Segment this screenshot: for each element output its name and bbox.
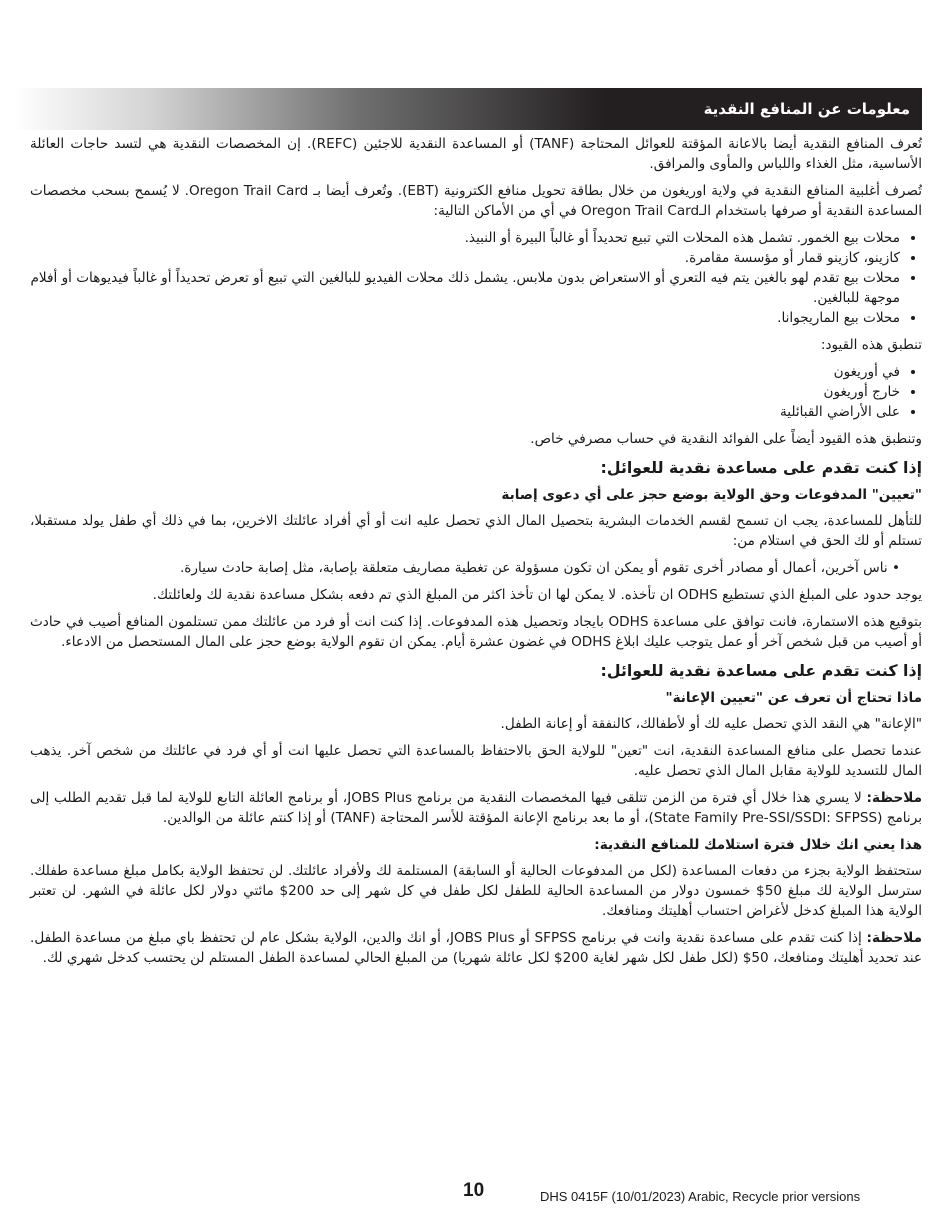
- locations-list: [30, 362, 922, 422]
- restricted-places-list: [30, 228, 922, 328]
- list-item: • محلات بيع الخمور. تشمل هذه المحلات التي تبيع تحديداً أو غالباً البيرة أو النبيذ.: [30, 228, 900, 248]
- list-item: • في أوريغون: [30, 362, 900, 382]
- section-2-note-1: [30, 788, 922, 828]
- note-text: لا يسري هذا خلال أي فترة من الزمن تتلقى فيها المخصصات النقدية من برنامج JOBS Plus، أو برنامج العائلة التابع للولاية لما قبل تقديم الطلب إلى برنامج (State Family Pre-SSI/SSDI: SFPSS)، أو ما بعد برنامج الإعانة المؤقتة للأسر المحتاجة (TANF) أو إذا كنتم عائلة من الوالدين.: [30, 790, 922, 826]
- section-banner: [14, 88, 922, 130]
- section-2-paragraph-1: "الإعانة" هي النقد الذي تحصل عليه لك أو لأطفالك، كالنفقة أو إعانة الطفل.: [500, 716, 922, 732]
- note-text: إذا كنت تقدم على مساعدة نقدية وانت في برنامج SFPSS أو JOBS Plus، أو انك والدين، الولاية بشكل عام لن تحتفظ باي مبلغ من مساعدة الطفل. عند تحديد أهليتك ومنافعك، 50$ (لكل طفل لكل شهر لغاية 200$ لكل عائلة شهريا) من المبلغ الحالي لمساعدة الطفل المستلم لن يحتسب كدخل شهري لك.: [30, 930, 922, 966]
- note-label: ملاحظة:: [866, 930, 923, 946]
- section-1-paragraph-1: للتأهل للمساعدة، يجب ان تسمح لقسم الخدمات البشرية بتحصيل المال الذي تحصل عليه انت أو أي أفراد عائلتك الاخرين، بما في ذلك أي طفل يولد مستقبلا، تستلم أو لك الحق في استلام من:: [30, 513, 922, 549]
- list-item: • على الأراضي القبائلية: [30, 402, 900, 422]
- list-item: • محلات بيع الماريجوانا.: [30, 308, 900, 328]
- section-1-paragraph-2: يوجد حدود على المبلغ الذي تستطيع ODHS ان تأخذه. لا يمكن لها ان تأخذ اكثر من المبلغ الذي تم دفعه بشكل مساعدة نقدية لك ولعائلتك.: [152, 587, 922, 603]
- private-account-note: وتنطبق هذه القيود أيضاً على الفوائد النقدية في حساب مصرفي خاص.: [530, 431, 922, 447]
- page-content: [30, 88, 922, 975]
- section-2-paragraph-3: ستحتفظ الولاية بجزء من دفعات المساعدة (لكل من المدفوعات الحالية أو السابقة) المستلمة لك ولأفراد عائلتك. لن تحتفظ الولاية بكامل مبلغ مساعدة طفلك. سترسل الولاية لك مبلغ 50$ خمسون دولار من المساعدة الحالية للطفل لكل طفل في كل شهر إلى حد 200$ مائتي دولار لكل عائلة في الشهر. لن تعتبر الولاية هذا المبلغ كدخل لأغراض احتساب أهليتك ومنافعك.: [30, 863, 922, 919]
- note-label: ملاحظة:: [866, 790, 923, 806]
- intro-paragraph-1: تُعرف المنافع النقدية أيضا بالاعانة المؤقتة للعوائل المحتاجة (TANF) أو المساعدة النقدية للاجئين (REFC). إن المخصصات النقدية هي لتسد حاجات العائلة الأساسية، مثل الغذاء واللباس والمأوى والمرافق.: [30, 136, 922, 172]
- section-1-subheading: "تعيين" المدفوعات وحق الولاية بوضع حجز على أي دعوى إصابة: [501, 487, 922, 503]
- banner-title: معلومات عن المنافع النقدية: [703, 100, 910, 118]
- intro-paragraph-2: تُصرف أغلبية المنافع النقدية في ولاية اوريغون من خلال بطاقة تحويل منافع الكترونية (EBT). وتُعرف أيضا بـ Oregon Trail Card. لا يُسمح بسحب مخصصات المساعدة النقدية أو صرفها باستخدام الـOregon Trail Card في أي من الأماكن التالية:: [30, 183, 922, 219]
- section-2-paragraph-2: عندما تحصل على منافع المساعدة النقدية، انت "تعين" للولاية الحق بالاحتفاظ بالمساعدة التي تحصل عليها انت أو أي فرد في عائلتك من شخص آخر. يذهب المال للتسديد للولاية مقابل المال الذي تحصل عليه.: [30, 743, 922, 779]
- section-2-subheading-2: هذا يعني انك خلال فترة استلامك للمنافع النقدية:: [594, 837, 922, 853]
- document-id: DHS 0415F (10/01/2023) Arabic, Recycle prior versions: [540, 1189, 861, 1204]
- section-2-heading: إذا كنت تقدم على مساعدة نقدية للعوائل:: [600, 661, 922, 680]
- page-number: 10: [463, 1180, 485, 1201]
- section-1-bullet: • ناس آخرين، أعمال أو مصادر أخرى تقوم أو يمكن ان تكون مسؤولة عن تغطية مصاريف متعلقة بإصابة، مثل إصابة حادث سيارة.: [179, 560, 900, 576]
- list-item: • خارج أوريغون: [30, 382, 900, 402]
- restrictions-label: تنطبق هذه القيود:: [820, 337, 922, 353]
- list-item: • كازينو، كازينو قمار أو مؤسسة مقامرة.: [30, 248, 900, 268]
- section-1-heading: إذا كنت تقدم على مساعدة نقدية للعوائل:: [600, 458, 922, 477]
- section-1-paragraph-3: بتوقيع هذه الاستمارة، فانت توافق على مساعدة ODHS بايجاد وتحصيل هذه المدفوعات. إذا كنت انت أو فرد من عائلتك ممن تستلمون المنافع أصيب في حادث أو أصيب من قبل شخص آخر أو عمل يتوجب عليك ابلاغ ODHS في غضون عشرة أيام. يمكن ان تقوم الولاية بوضع حجز على المال المستحصل من الادعاء.: [30, 614, 922, 650]
- section-2-subheading: ماذا تحتاج أن تعرف عن "تعيين الإعانة": [665, 690, 922, 706]
- list-item: • محلات بيع تقدم لهو بالغين يتم فيه التعري أو الاستعراض بدون ملابس. يشمل ذلك محلات الفيديو للبالغين التي تبيع أو تعرض تحديداً أو غالباً فيديوهات أو أفلام موجهة للبالغين.: [30, 268, 900, 308]
- section-2-note-2: [30, 928, 922, 968]
